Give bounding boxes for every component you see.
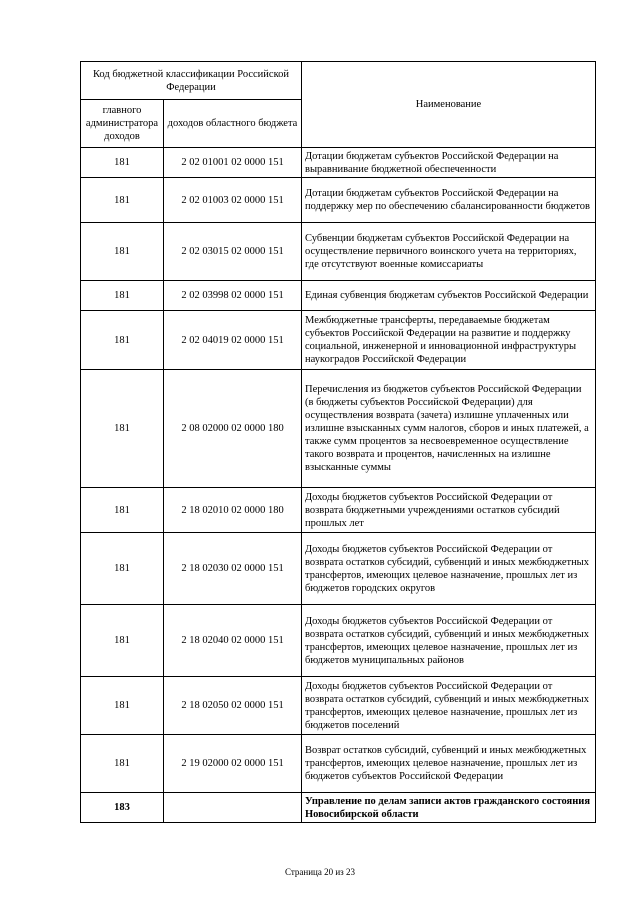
- revenue-code-cell: 2 02 04019 02 0000 151: [164, 311, 302, 370]
- name-cell: Управление по делам записи актов гражданского состояния Новосибирской области: [302, 793, 596, 823]
- table-row: [81, 281, 596, 311]
- revenue-code-cell: 2 02 03998 02 0000 151: [164, 281, 302, 311]
- table-row: [81, 677, 596, 735]
- revenue-code-cell: 2 02 01001 02 0000 151: [164, 148, 302, 178]
- revenue-code-cell: 2 18 02030 02 0000 151: [164, 533, 302, 605]
- admin-code-cell: 181: [81, 735, 164, 793]
- name-cell: Доходы бюджетов субъектов Российской Федерации от возврата остатков субсидий, субвенций и иных межбюджетных трансфертов, имеющих целевое назначение, прошлых лет из бюджетов городских округов: [302, 533, 596, 605]
- revenue-code-cell: 2 02 01003 02 0000 151: [164, 178, 302, 223]
- table-row: [81, 311, 596, 370]
- table-row-department: [81, 793, 596, 823]
- admin-code-cell: 181: [81, 677, 164, 735]
- name-cell: Дотации бюджетам субъектов Российской Федерации на поддержку мер по обеспечению сбалансированности бюджетов: [302, 178, 596, 223]
- revenue-code-cell: 2 18 02050 02 0000 151: [164, 677, 302, 735]
- name-cell: Доходы бюджетов субъектов Российской Федерации от возврата остатков субсидий, субвенций и иных межбюджетных трансфертов, имеющих целевое назначение, прошлых лет из бюджетов муниципальных районов: [302, 605, 596, 677]
- admin-code-cell: 181: [81, 148, 164, 178]
- admin-code-cell: 181: [81, 533, 164, 605]
- header-group-cell: Код бюджетной классификации Российской Федерации: [81, 62, 302, 100]
- table-row: [81, 735, 596, 793]
- admin-code-cell: 181: [81, 281, 164, 311]
- name-cell: Межбюджетные трансферты, передаваемые бюджетам субъектов Российской Федерации на развитие и поддержку социальной, инженерной и инновационной инфраструктуры наукоградов Российской Федерации: [302, 311, 596, 370]
- header-code-cell: доходов областного бюджета: [164, 100, 302, 148]
- revenue-code-cell: 2 19 02000 02 0000 151: [164, 735, 302, 793]
- table-row: [81, 605, 596, 677]
- name-cell: Доходы бюджетов субъектов Российской Федерации от возврата остатков субсидий, субвенций и иных межбюджетных трансфертов, имеющих целевое назначение, прошлых лет из бюджетов поселений: [302, 677, 596, 735]
- admin-code-cell: 181: [81, 605, 164, 677]
- table-row: [81, 370, 596, 488]
- table-row: [81, 148, 596, 178]
- admin-code-cell: 181: [81, 178, 164, 223]
- table-row: [81, 533, 596, 605]
- name-cell: Перечисления из бюджетов субъектов Российской Федерации (в бюджеты субъектов Российской Федерации) для осуществления возврата (зачета) излишне уплаченных или излишне взысканных сумм налогов, сборов и иных платежей, а также сумм процентов за несвоевременное осуществление такого возврата и процентов, начисленных на излишне взысканные суммы: [302, 370, 596, 488]
- header-name-cell: Наименование: [302, 62, 596, 148]
- revenue-code-cell: [164, 793, 302, 823]
- admin-code-cell: 181: [81, 311, 164, 370]
- page-number-footer: Страница 20 из 23: [285, 867, 355, 877]
- name-cell: Доходы бюджетов субъектов Российской Федерации от возврата бюджетными учреждениями остатков субсидий прошлых лет: [302, 488, 596, 533]
- revenue-code-cell: 2 08 02000 02 0000 180: [164, 370, 302, 488]
- name-cell: Единая субвенция бюджетам субъектов Российской Федерации: [302, 281, 596, 311]
- revenue-code-cell: 2 18 02040 02 0000 151: [164, 605, 302, 677]
- admin-code-cell: 183: [81, 793, 164, 823]
- revenue-code-cell: 2 18 02010 02 0000 180: [164, 488, 302, 533]
- name-cell: Возврат остатков субсидий, субвенций и иных межбюджетных трансфертов, имеющих целевое назначение, прошлых лет из бюджетов субъектов Российской Федерации: [302, 735, 596, 793]
- admin-code-cell: 181: [81, 223, 164, 281]
- name-cell: Субвенции бюджетам субъектов Российской Федерации на осуществление первичного воинского учета на территориях, где отсутствуют военные комиссариаты: [302, 223, 596, 281]
- table-row: [81, 488, 596, 533]
- header-admin-cell: главного администратора доходов: [81, 100, 164, 148]
- revenue-code-cell: 2 02 03015 02 0000 151: [164, 223, 302, 281]
- table-row: [81, 178, 596, 223]
- budget-classification-table: [80, 61, 596, 823]
- name-cell: Дотации бюджетам субъектов Российской Федерации на выравнивание бюджетной обеспеченности: [302, 148, 596, 178]
- table-row: [81, 223, 596, 281]
- admin-code-cell: 181: [81, 488, 164, 533]
- admin-code-cell: 181: [81, 370, 164, 488]
